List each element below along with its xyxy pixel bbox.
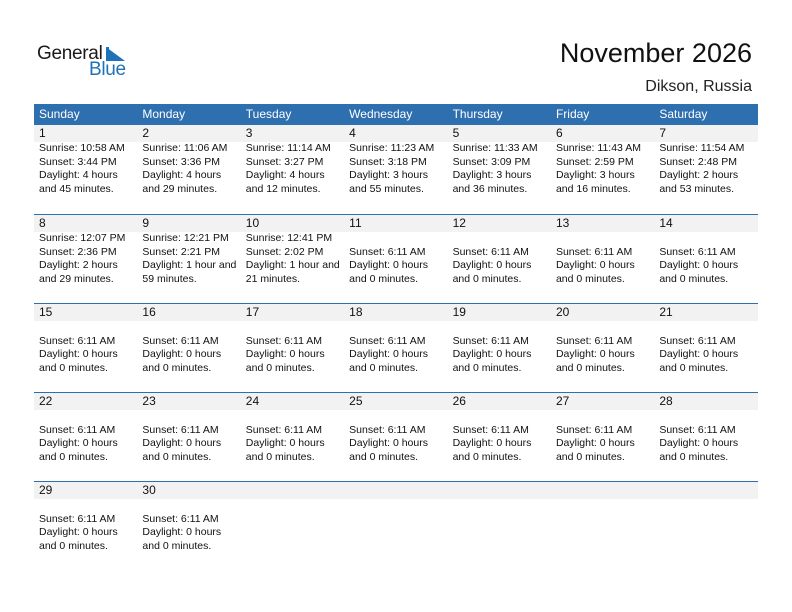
day-cell: [654, 232, 757, 286]
day-cell: [344, 499, 447, 553]
daylight-text: Daylight: 3 hours: [349, 169, 428, 181]
daylight-minutes-text: [453, 540, 551, 554]
sun-info-row: [34, 410, 758, 464]
day-cell: [654, 142, 757, 196]
sunset-text: Sunset: 3:36 PM: [142, 155, 221, 168]
sunrise-text: [349, 499, 447, 513]
day-number: 27: [555, 394, 570, 408]
daylight-minutes-text: and 0 minutes.: [142, 361, 212, 374]
day-number: 14: [659, 216, 673, 230]
daylight-text: Daylight: 0 hours: [555, 348, 635, 360]
day-cell: [344, 142, 447, 196]
daylight-text: Daylight: 2 hours: [659, 169, 739, 181]
sunset-text: Sunset: 2:48 PM: [659, 155, 737, 168]
day-number: [551, 482, 654, 499]
day-cell: [137, 410, 240, 464]
daylight-minutes-text: and 0 minutes.: [245, 361, 315, 374]
day-cell: [137, 321, 240, 375]
daylight-minutes-text: and 29 minutes.: [142, 182, 218, 195]
sunrise-text: [349, 232, 447, 246]
day-number: 30: [142, 483, 156, 497]
day-cell: [241, 232, 344, 286]
day-cell: [448, 410, 551, 464]
day-cell: [241, 142, 344, 196]
day-number: 21: [659, 305, 673, 319]
daylight-text: Daylight: 4 hours: [245, 169, 325, 181]
daylight-minutes-text: 21 minutes.: [245, 272, 301, 285]
sunrise-text: [556, 499, 654, 513]
daylight-minutes-text: and 0 minutes.: [452, 361, 522, 374]
calendar-week-row: [34, 303, 758, 392]
day-number: 28: [659, 394, 673, 408]
calendar-grid: [34, 104, 758, 570]
daylight-text: Daylight: 0 hours: [39, 348, 118, 360]
sunset-text: Sunset: 6:11 AM: [452, 334, 529, 347]
day-cell: [344, 321, 447, 375]
day-number: 12: [452, 216, 466, 230]
calendar-week-row: [34, 481, 758, 570]
sunrise-text: [659, 232, 757, 246]
daylight-text: Daylight: 0 hours: [245, 348, 325, 360]
day-cell: [34, 232, 137, 286]
sunset-text: Sunset: 6:11 AM: [555, 245, 633, 258]
sun-info-row: [34, 321, 758, 375]
sunset-text: Sunset: 3:18 PM: [349, 155, 427, 168]
weekday-header-row: [34, 104, 758, 125]
sunrise-text: [246, 499, 344, 513]
sunset-text: [659, 513, 757, 527]
daylight-minutes-text: and 0 minutes.: [659, 272, 729, 285]
daylight-text: [556, 526, 654, 540]
sunset-text: [349, 513, 447, 527]
sunrise-text: [659, 321, 757, 335]
daylight-text: Daylight: 0 hours: [452, 437, 532, 449]
sunset-text: Sunset: 6:11 AM: [349, 423, 426, 436]
day-number: 20: [555, 305, 570, 319]
daylight-text: Daylight: 3 hours: [452, 169, 532, 181]
day-number: [654, 482, 757, 499]
sunset-text: Sunset: 6:11 AM: [142, 334, 219, 347]
sunset-text: Sunset: 2:59 PM: [555, 155, 634, 168]
daylight-minutes-text: and 0 minutes.: [555, 272, 625, 285]
daylight-minutes-text: and 12 minutes.: [245, 182, 321, 195]
sunset-text: Sunset: 3:44 PM: [39, 155, 117, 168]
day-cell: [551, 142, 654, 196]
sunset-text: Sunset: 6:11 AM: [245, 423, 323, 436]
daylight-text: [659, 526, 757, 540]
day-number: 26: [452, 394, 466, 408]
daylight-text: Daylight: 0 hours: [452, 259, 532, 271]
daylight-text: Daylight: 1 hour and: [142, 259, 237, 271]
weekday-tuesday: Tuesday: [245, 107, 292, 121]
sunrise-text: [556, 232, 654, 246]
day-number: 25: [349, 394, 363, 408]
daylight-minutes-text: and 0 minutes.: [452, 272, 522, 285]
sunset-text: [246, 513, 344, 527]
generalblue-logo: [37, 43, 147, 83]
sunrise-text: Sunrise: 11:54 AM: [659, 142, 745, 154]
date-number-row: [34, 393, 758, 410]
day-cell: [344, 232, 447, 286]
day-cell: [654, 499, 757, 553]
date-number-row: [34, 215, 758, 232]
day-number: 4: [349, 126, 356, 140]
date-number-row: [34, 482, 758, 499]
daylight-text: Daylight: 0 hours: [349, 348, 428, 360]
day-cell: [241, 410, 344, 464]
day-cell: [34, 499, 137, 553]
date-number-row: [34, 125, 758, 142]
sunset-text: Sunset: 3:27 PM: [245, 155, 324, 168]
day-number: 5: [452, 126, 460, 140]
daylight-text: Daylight: 0 hours: [349, 259, 428, 271]
sunset-text: Sunset: 6:11 AM: [39, 423, 116, 436]
daylight-text: Daylight: 1 hour and: [245, 259, 340, 271]
sunrise-text: [453, 321, 551, 335]
daylight-minutes-text: and 0 minutes.: [555, 450, 625, 463]
sunrise-text: [39, 410, 137, 424]
sunrise-text: Sunrise: 11:06 AM: [142, 142, 228, 154]
day-cell: [137, 142, 240, 196]
weekday-wednesday: Wednesday: [349, 107, 413, 121]
day-cell: [34, 410, 137, 464]
page-title: November 2026: [559, 38, 752, 68]
daylight-minutes-text: 59 minutes.: [142, 272, 197, 285]
sunrise-text: [349, 321, 447, 335]
day-number: 22: [39, 394, 53, 408]
sunset-text: Sunset: 6:11 AM: [245, 334, 323, 347]
day-number: 6: [555, 126, 563, 140]
daylight-text: Daylight: 0 hours: [452, 348, 532, 360]
sunset-text: Sunset: 3:09 PM: [452, 155, 531, 168]
day-cell: [448, 321, 551, 375]
weekday-thursday: Thursday: [452, 107, 503, 121]
calendar-week-row: [34, 125, 758, 214]
day-number: [241, 482, 344, 499]
day-cell: [654, 410, 757, 464]
day-cell: [137, 232, 240, 286]
daylight-minutes-text: and 36 minutes.: [452, 182, 528, 195]
sunset-text: Sunset: 6:11 AM: [659, 334, 736, 347]
sunrise-text: [659, 410, 757, 424]
day-number: 23: [142, 394, 156, 408]
sunrise-text: Sunrise: 12:21 PM: [142, 232, 229, 244]
sunrise-text: [39, 321, 137, 335]
day-number: 10: [245, 216, 260, 230]
daylight-minutes-text: and 0 minutes.: [39, 539, 108, 552]
sunrise-text: Sunrise: 12:07 PM: [39, 232, 126, 244]
day-number: [344, 482, 447, 499]
daylight-text: [246, 526, 344, 540]
daylight-text: Daylight: 0 hours: [142, 437, 222, 449]
daylight-minutes-text: and 0 minutes.: [349, 361, 419, 374]
daylight-minutes-text: and 0 minutes.: [659, 450, 729, 463]
weekday-monday: Monday: [142, 107, 186, 121]
sunset-text: Sunset: 6:11 AM: [659, 423, 736, 436]
daylight-minutes-text: [349, 540, 447, 554]
day-number: 1: [39, 126, 46, 140]
sunrise-text: Sunrise: 12:41 PM: [245, 232, 333, 244]
sunrise-text: [453, 232, 551, 246]
daylight-minutes-text: [659, 540, 757, 554]
sunset-text: Sunset: 2:02 PM: [245, 245, 324, 258]
daylight-text: [453, 526, 551, 540]
daylight-text: Daylight: 3 hours: [555, 169, 635, 181]
day-number: 2: [142, 126, 150, 140]
day-number: 16: [142, 305, 156, 319]
daylight-minutes-text: and 0 minutes.: [349, 272, 419, 285]
daylight-text: Daylight: 0 hours: [555, 437, 635, 449]
sunrise-text: [142, 499, 240, 513]
day-number: 29: [39, 483, 53, 497]
daylight-text: Daylight: 0 hours: [555, 259, 635, 271]
sunset-text: [556, 513, 654, 527]
day-number: 3: [245, 126, 253, 140]
daylight-minutes-text: and 29 minutes.: [39, 272, 114, 285]
sunset-text: Sunset: 6:11 AM: [39, 334, 116, 347]
day-cell: [241, 321, 344, 375]
sunrise-text: Sunrise: 11:43 AM: [555, 142, 641, 154]
sunrise-text: Sunrise: 10:58 AM: [39, 142, 125, 154]
day-number: 24: [245, 394, 260, 408]
location-label: Dikson, Russia: [645, 78, 752, 95]
daylight-text: Daylight: 0 hours: [39, 437, 118, 449]
daylight-text: [349, 526, 447, 540]
daylight-minutes-text: and 53 minutes.: [659, 182, 735, 195]
sunset-text: Sunset: 6:11 AM: [142, 512, 219, 525]
sunset-text: Sunset: 6:11 AM: [659, 245, 736, 258]
sunrise-text: [246, 321, 344, 335]
daylight-minutes-text: and 0 minutes.: [452, 450, 522, 463]
sun-info-row: [34, 232, 758, 286]
sunrise-text: Sunrise: 11:23 AM: [349, 142, 435, 154]
daylight-minutes-text: and 0 minutes.: [245, 450, 315, 463]
day-number: 18: [349, 305, 363, 319]
daylight-minutes-text: and 0 minutes.: [39, 450, 108, 463]
sunset-text: [453, 513, 551, 527]
daylight-text: Daylight: 4 hours: [142, 169, 222, 181]
day-cell: [551, 410, 654, 464]
sun-info-row: [34, 499, 758, 553]
day-cell: [34, 142, 137, 196]
daylight-text: Daylight: 0 hours: [349, 437, 428, 449]
sunset-text: Sunset: 2:21 PM: [142, 245, 221, 258]
daylight-minutes-text: and 0 minutes.: [142, 450, 212, 463]
daylight-text: Daylight: 0 hours: [659, 348, 739, 360]
sunset-text: Sunset: 6:11 AM: [349, 245, 426, 258]
weekday-saturday: Saturday: [659, 107, 708, 121]
weekday-friday: Friday: [555, 107, 590, 121]
daylight-minutes-text: [556, 540, 654, 554]
daylight-minutes-text: and 55 minutes.: [349, 182, 424, 195]
sunrise-text: [142, 321, 240, 335]
sunrise-text: [349, 410, 447, 424]
sunrise-text: [39, 499, 137, 513]
sunrise-text: [142, 410, 240, 424]
day-cell: [448, 499, 551, 553]
date-number-row: [34, 304, 758, 321]
daylight-minutes-text: and 0 minutes.: [39, 361, 108, 374]
daylight-minutes-text: and 0 minutes.: [555, 361, 625, 374]
sunset-text: Sunset: 6:11 AM: [452, 245, 529, 258]
day-number: 17: [245, 305, 260, 319]
sunset-text: Sunset: 6:11 AM: [555, 423, 633, 436]
sunset-text: Sunset: 6:11 AM: [39, 512, 116, 525]
weekday-sunday: Sunday: [39, 107, 80, 121]
sunset-text: Sunset: 6:11 AM: [452, 423, 529, 436]
sunrise-text: [556, 321, 654, 335]
day-number: 13: [555, 216, 570, 230]
sunrise-text: Sunrise: 11:14 AM: [245, 142, 331, 154]
day-number: 15: [39, 305, 53, 319]
sun-info-row: [34, 142, 758, 196]
daylight-text: Daylight: 0 hours: [142, 526, 222, 538]
daylight-text: Daylight: 0 hours: [245, 437, 325, 449]
sunrise-text: [659, 499, 757, 513]
day-number: [448, 482, 551, 499]
day-cell: [448, 232, 551, 286]
day-cell: [241, 499, 344, 553]
day-cell: [34, 321, 137, 375]
calendar-week-row: [34, 214, 758, 303]
day-number: 8: [39, 216, 46, 230]
daylight-minutes-text: [246, 540, 344, 554]
logo-text-blue: Blue: [89, 59, 126, 80]
day-number: 9: [142, 216, 150, 230]
daylight-minutes-text: and 45 minutes.: [39, 182, 114, 195]
day-cell: [448, 142, 551, 196]
daylight-minutes-text: and 16 minutes.: [555, 182, 631, 195]
daylight-minutes-text: and 0 minutes.: [349, 450, 419, 463]
sunrise-text: [453, 499, 551, 513]
daylight-text: Daylight: 0 hours: [142, 348, 222, 360]
daylight-minutes-text: and 0 minutes.: [659, 361, 729, 374]
day-number: 7: [659, 126, 667, 140]
day-cell: [551, 232, 654, 286]
day-number: 11: [349, 216, 362, 230]
daylight-text: Daylight: 0 hours: [659, 259, 739, 271]
day-cell: [137, 499, 240, 553]
sunset-text: Sunset: 2:36 PM: [39, 245, 117, 258]
sunset-text: Sunset: 6:11 AM: [555, 334, 633, 347]
daylight-text: Daylight: 2 hours: [39, 259, 118, 271]
sunrise-text: Sunrise: 11:33 AM: [452, 142, 538, 154]
sunrise-text: [246, 410, 344, 424]
sunset-text: Sunset: 6:11 AM: [142, 423, 219, 436]
day-number: 19: [452, 305, 466, 319]
sunset-text: Sunset: 6:11 AM: [349, 334, 426, 347]
day-cell: [551, 499, 654, 553]
sunrise-text: [453, 410, 551, 424]
logo-text-general: General: [37, 43, 103, 64]
daylight-text: Daylight: 0 hours: [659, 437, 739, 449]
sunrise-text: [556, 410, 654, 424]
daylight-text: Daylight: 0 hours: [39, 526, 118, 538]
daylight-minutes-text: and 0 minutes.: [142, 539, 212, 552]
calendar-week-row: [34, 392, 758, 481]
day-cell: [654, 321, 757, 375]
day-cell: [551, 321, 654, 375]
day-cell: [344, 410, 447, 464]
daylight-text: Daylight: 4 hours: [39, 169, 118, 181]
